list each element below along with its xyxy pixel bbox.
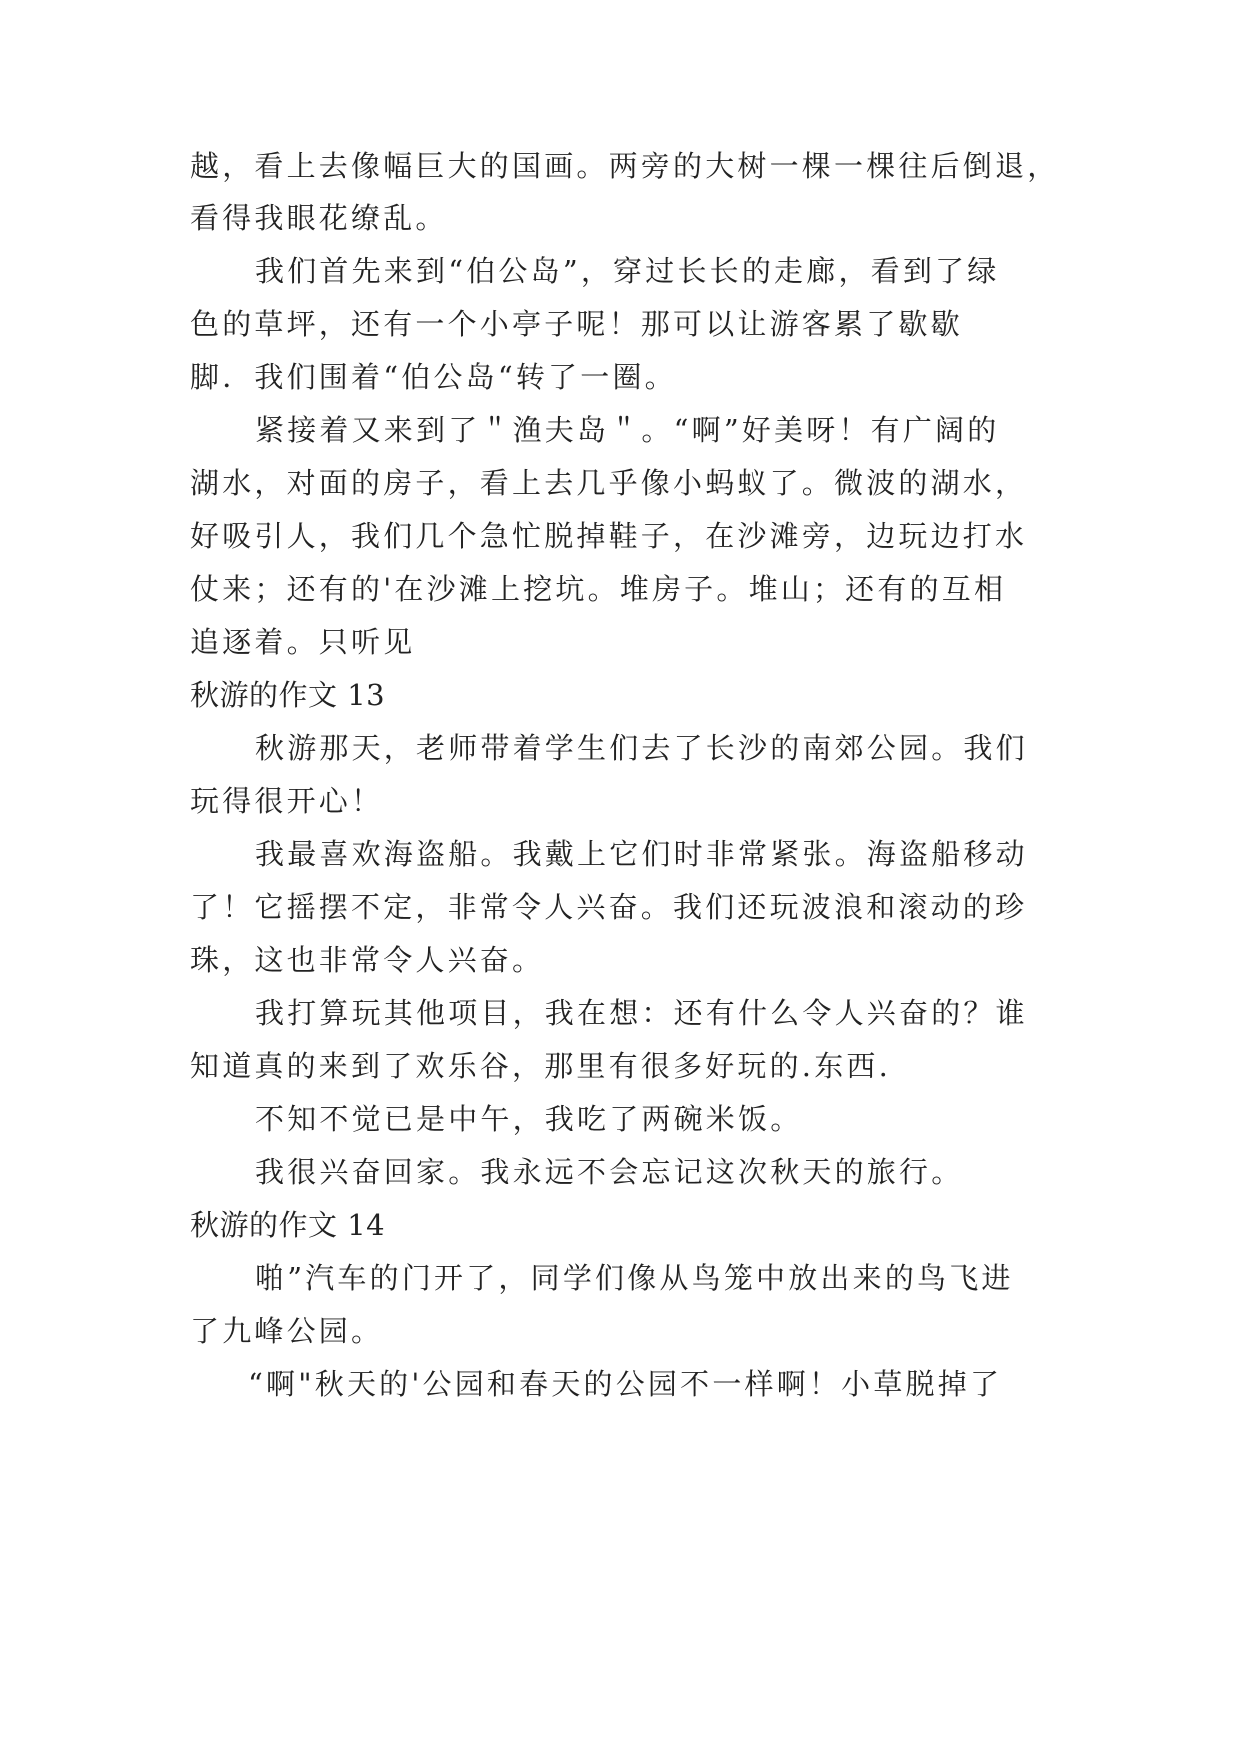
paragraph-line: 我们首先来到“伯公岛”，穿过长长的走廊，看到了绿 bbox=[255, 254, 1000, 288]
paragraph-line: 秋游那天，老师带着学生们去了长沙的南郊公园。我们 bbox=[255, 731, 1028, 765]
paragraph-line: 好吸引人，我们几个急忙脱掉鞋子，在沙滩旁，边玩边打水 bbox=[190, 519, 1028, 553]
paragraph-line: 不知不觉已是中午，我吃了两碗米饭。 bbox=[255, 1102, 803, 1136]
section-heading: 秋游的作文 14 bbox=[190, 1208, 386, 1242]
section-heading: 秋游的作文 13 bbox=[190, 678, 386, 712]
paragraph-line: 紧接着又来到了＂渔夫岛＂。“啊”好美呀！有广阔的 bbox=[255, 413, 1000, 447]
paragraph-line: 越，看上去像幅巨大的国画。两旁的大树一棵一棵往后倒退， bbox=[190, 149, 1060, 183]
paragraph-line: 色的草坪，还有一个小亭子呢！那可以让游客累了歇歇 bbox=[190, 307, 963, 341]
paragraph-line: 湖水，对面的房子，看上去几乎像小蚂蚁了。微波的湖水， bbox=[190, 466, 1028, 500]
paragraph-line: 仗来；还有的'在沙滩上挖坑。堆房子。堆山；还有的互相 bbox=[190, 572, 1007, 606]
paragraph-line: 看得我眼花缭乱。 bbox=[190, 201, 448, 235]
paragraph-line: 了！它摇摆不定，非常令人兴奋。我们还玩波浪和滚动的珍 bbox=[190, 890, 1028, 924]
paragraph-line: 啪”汽车的门开了，同学们像从鸟笼中放出来的鸟飞进 bbox=[255, 1261, 1014, 1295]
paragraph-line: 玩得很开心！ bbox=[190, 784, 384, 818]
paragraph-line: 追逐着。只听见 bbox=[190, 625, 416, 659]
paragraph-line: 我很兴奋回家。我永远不会忘记这次秋天的旅行。 bbox=[255, 1155, 964, 1189]
paragraph-line: 我打算玩其他项目，我在想：还有什么令人兴奋的？谁 bbox=[255, 996, 1028, 1030]
paragraph-line: “啊"秋天的'公园和春天的公园不一样啊！小草脱掉了 bbox=[248, 1367, 1003, 1401]
paragraph-line: 珠，这也非常令人兴奋。 bbox=[190, 943, 545, 977]
paragraph-line: 我最喜欢海盗船。我戴上它们时非常紧张。海盗船移动 bbox=[255, 837, 1028, 871]
paragraph-line: 脚．我们围着“伯公岛“转了一圈。 bbox=[190, 360, 677, 394]
paragraph-line: 知道真的来到了欢乐谷，那里有很多好玩的.东西. bbox=[190, 1049, 892, 1083]
paragraph-line: 了九峰公园。 bbox=[190, 1314, 384, 1348]
